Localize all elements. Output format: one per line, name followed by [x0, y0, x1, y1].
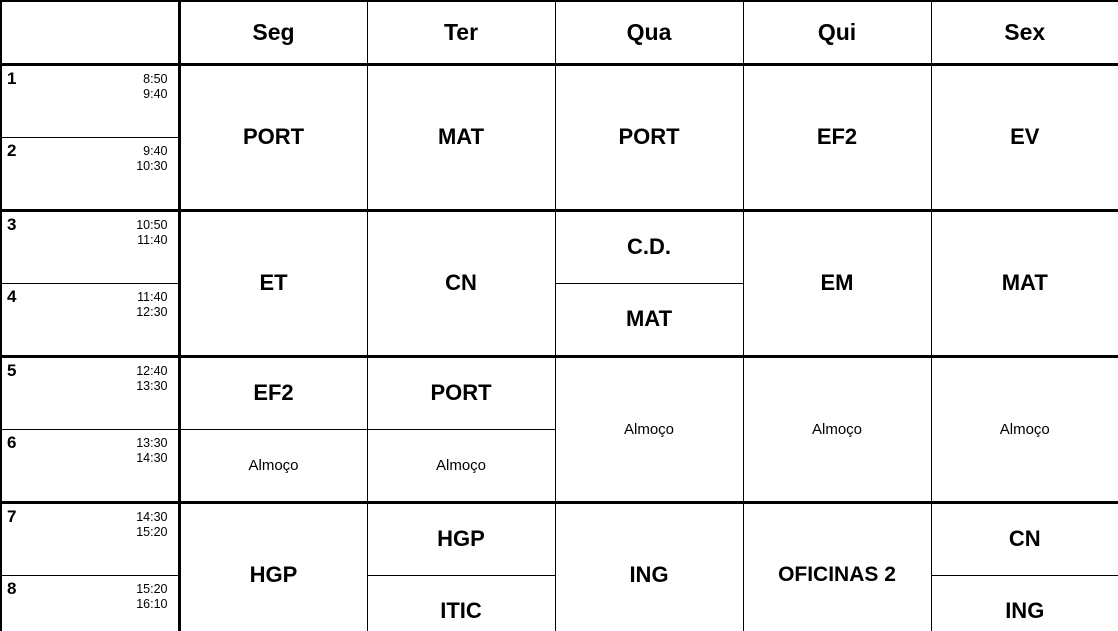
hour-cell-8	[1, 575, 179, 631]
hour-number: 7	[7, 506, 17, 526]
hour-times	[78, 218, 168, 248]
hour-times	[78, 72, 168, 102]
hour-start: 13:30	[136, 435, 168, 450]
hour-number: 1	[7, 68, 17, 88]
hour-end: 16:10	[136, 596, 168, 611]
hour-number: 2	[7, 140, 17, 160]
table-header-row	[1, 1, 1118, 64]
hour-start: 15:20	[136, 581, 168, 596]
day-header-ter: Ter	[367, 1, 555, 64]
table-row	[1, 356, 1118, 429]
lesson-ter-block4-top: HGP	[367, 502, 555, 575]
hour-number: 4	[7, 286, 17, 306]
hour-start: 8:50	[143, 71, 168, 86]
lunch-seg: Almoço	[179, 429, 367, 502]
header-corner	[1, 1, 179, 64]
lesson-qua-block2-bottom: MAT	[555, 283, 743, 356]
lunch-qui: Almoço	[743, 356, 931, 502]
lesson-sex-block4-top: CN	[931, 502, 1118, 575]
hour-number: 6	[7, 432, 17, 452]
hour-end: 12:30	[136, 304, 168, 319]
lesson-qui-block4: OFICINAS 2	[743, 502, 931, 631]
lesson-seg-block4: HGP	[179, 502, 367, 631]
hour-number: 5	[7, 360, 17, 380]
table-row	[1, 210, 1118, 283]
day-header-qua: Qua	[555, 1, 743, 64]
day-header-seg: Seg	[179, 1, 367, 64]
lesson-ter-block2: CN	[367, 210, 555, 356]
hour-end: 13:30	[136, 378, 168, 393]
hour-number: 3	[7, 214, 17, 234]
table-row	[1, 64, 1118, 137]
hour-end: 11:40	[137, 232, 168, 247]
hour-times	[78, 144, 168, 174]
lesson-qui-block2: EM	[743, 210, 931, 356]
hour-cell-3	[1, 210, 179, 283]
hour-cell-7	[1, 502, 179, 575]
hour-end: 9:40	[143, 86, 168, 101]
lesson-sex-block1: EV	[931, 64, 1118, 210]
hour-end: 10:30	[136, 158, 168, 173]
hour-cell-4	[1, 283, 179, 356]
lesson-qua-block2-top: C.D.	[555, 210, 743, 283]
lesson-seg-block2: ET	[179, 210, 367, 356]
hour-times	[78, 510, 168, 540]
hour-end: 15:20	[136, 524, 168, 539]
hour-cell-1	[1, 64, 179, 137]
hour-times	[78, 290, 168, 320]
lesson-ter-block4-bottom: ITIC	[367, 575, 555, 631]
hour-cell-2	[1, 137, 179, 210]
lunch-ter: Almoço	[367, 429, 555, 502]
lunch-qua: Almoço	[555, 356, 743, 502]
hour-start: 10:50	[136, 217, 168, 232]
day-header-qui: Qui	[743, 1, 931, 64]
lesson-qua-block4: ING	[555, 502, 743, 631]
lesson-sex-block4-bottom: ING	[931, 575, 1118, 631]
hour-cell-6	[1, 429, 179, 502]
lesson-seg-hour5: EF2	[179, 356, 367, 429]
hour-start: 9:40	[143, 143, 168, 158]
lesson-sex-block2: MAT	[931, 210, 1118, 356]
table-row	[1, 502, 1118, 575]
hour-times	[78, 364, 168, 394]
lesson-qua-block1: PORT	[555, 64, 743, 210]
hour-start: 11:40	[137, 289, 168, 304]
hour-number: 8	[7, 578, 17, 598]
hour-times	[78, 582, 168, 612]
hour-end: 14:30	[136, 450, 168, 465]
lunch-sex: Almoço	[931, 356, 1118, 502]
day-header-sex: Sex	[931, 1, 1118, 64]
hour-start: 14:30	[136, 509, 168, 524]
lesson-seg-block1: PORT	[179, 64, 367, 210]
lesson-ter-hour5: PORT	[367, 356, 555, 429]
hour-times	[78, 436, 168, 466]
hour-start: 12:40	[136, 363, 168, 378]
lesson-ter-block1: MAT	[367, 64, 555, 210]
hour-cell-5	[1, 356, 179, 429]
lesson-qui-block1: EF2	[743, 64, 931, 210]
